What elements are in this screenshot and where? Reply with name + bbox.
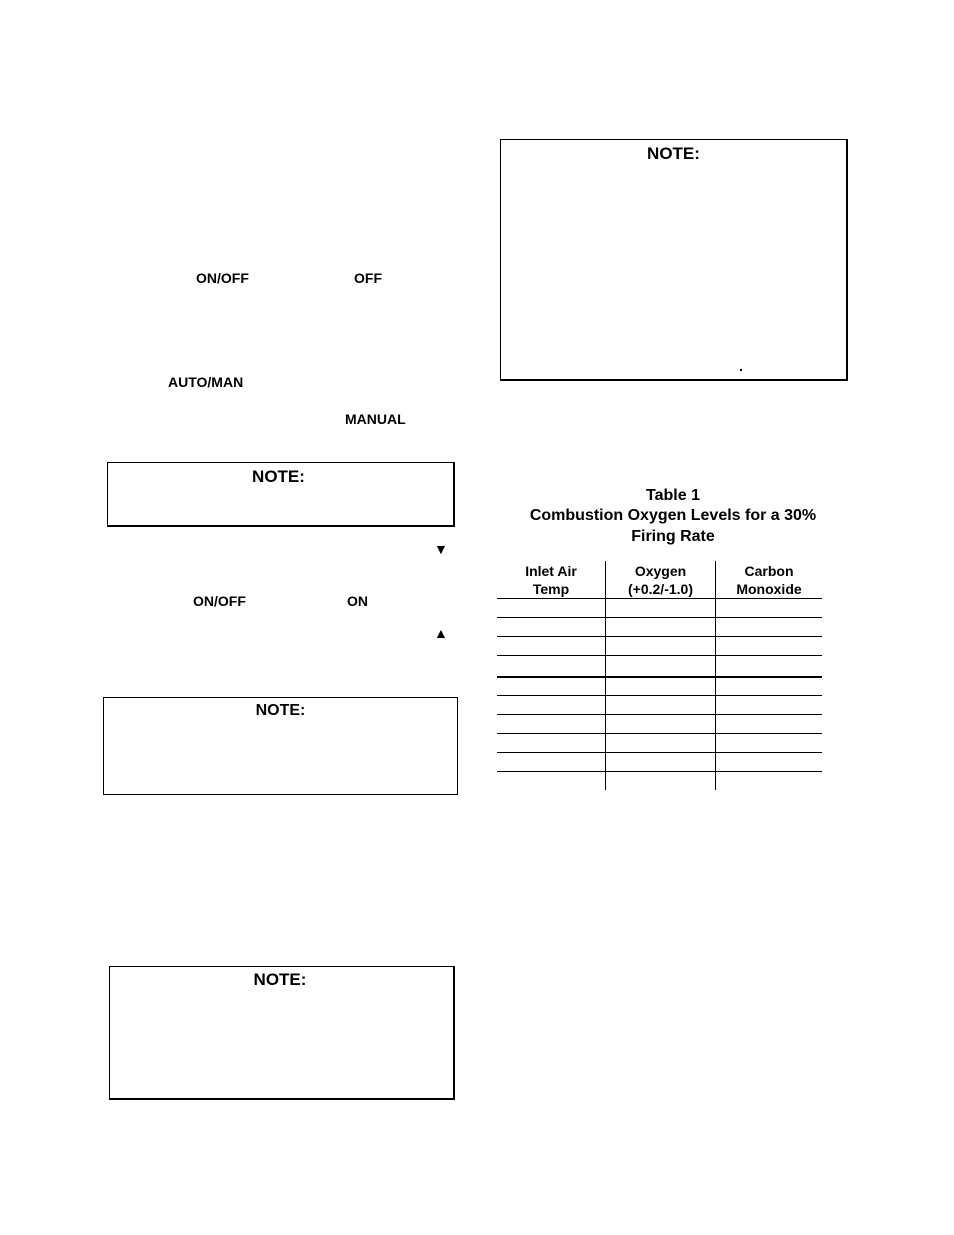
on-label: ON: [347, 593, 368, 609]
table-row-line: [497, 636, 822, 637]
header-inlet-air-temp: Inlet Air Temp: [525, 563, 577, 597]
table-caption-number: Table 1: [646, 487, 700, 504]
header-oxygen: Oxygen (+0.2/-1.0): [628, 563, 693, 597]
table-row-line: [497, 676, 822, 678]
table-row-line: [497, 771, 822, 772]
note-box-2: [103, 697, 458, 795]
oxygen-levels-table: [497, 561, 822, 790]
header-carbon-monoxide: Carbon Monoxide: [736, 563, 802, 597]
note-title: NOTE:: [255, 702, 306, 719]
period-mark: .: [739, 358, 743, 374]
up-arrow-icon: ▲: [434, 625, 448, 641]
off-label: OFF: [354, 270, 382, 286]
table-caption-title: Combustion Oxygen Levels for a 30%: [529, 507, 817, 524]
note-title: NOTE:: [647, 144, 700, 163]
table-row-line: [497, 617, 822, 618]
on-off-label: ON/OFF: [193, 593, 246, 609]
table-row-line: [497, 598, 822, 599]
note-title: NOTE:: [253, 970, 307, 989]
table-row-line: [497, 714, 822, 715]
manual-label: MANUAL: [345, 411, 406, 427]
down-arrow-icon: ▼: [434, 541, 448, 557]
auto-man-label: AUTO/MAN: [168, 374, 244, 390]
table-row-line: [497, 733, 822, 734]
table-caption-title-cont: Firing Rate: [631, 528, 715, 545]
table-row-line: [497, 655, 822, 656]
note-box-1: [107, 462, 455, 527]
table-row-line: [497, 752, 822, 753]
note-box-top-right: [500, 139, 848, 381]
note-box-3: [109, 966, 455, 1100]
on-off-label: ON/OFF: [196, 270, 249, 286]
table-row-line: [497, 695, 822, 696]
note-title: NOTE:: [252, 467, 305, 486]
